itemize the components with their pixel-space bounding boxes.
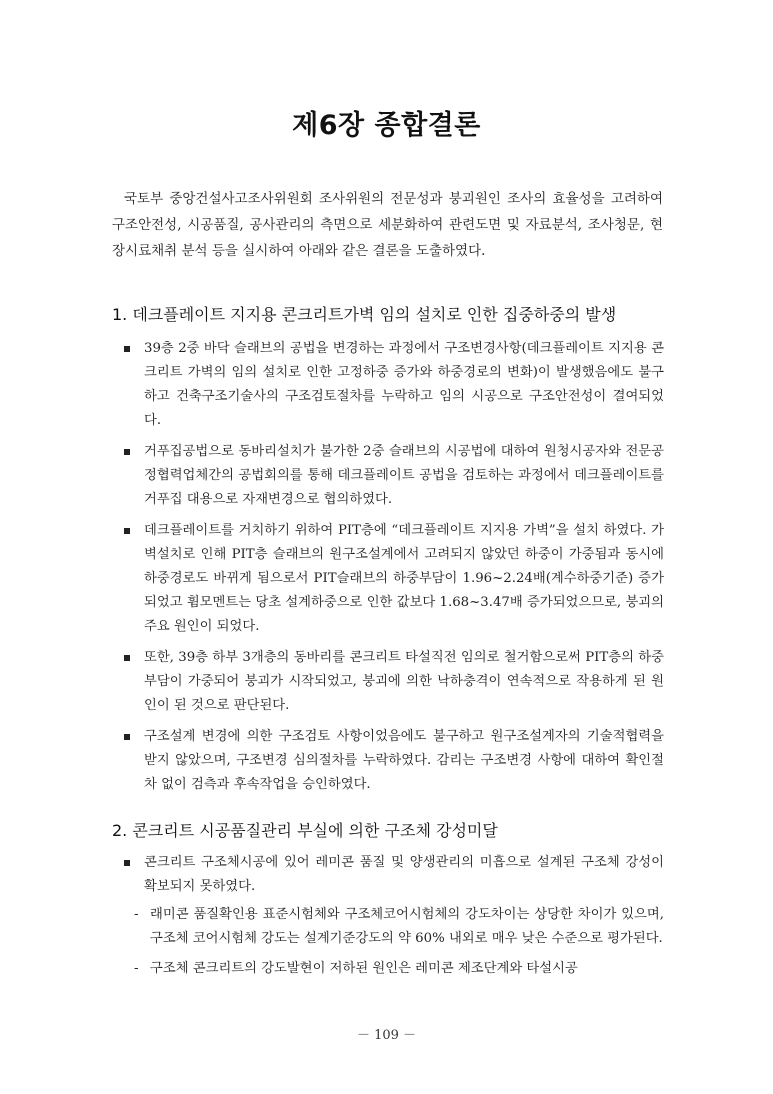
square-bullet-icon	[124, 734, 130, 740]
page-title: 제6장 종합결론	[292, 110, 481, 141]
section-2-list	[124, 851, 664, 906]
sub-list-item	[134, 903, 664, 951]
square-bullet-icon	[124, 528, 130, 534]
list-item-text: 거푸집공법으로 동바리설치가 불가한 2중 슬래브의 시공법에 대하여 원청시공자와 전문공정협력업체간의 공법회의를 통해 데크플레이트 공법을 검토하는 과정에서 데크플레이트를 거푸집 대용으로 자재변경으로 협의하였다.	[144, 444, 664, 507]
list-item-text: 또한, 39층 하부 3개층의 동바리를 콘크리트 타설직전 임의로 철거함으로써 PIT층의 하중 부담이 가중되어 붕괴가 시작되었고, 붕괴에 의한 낙하충격이 연속적으로 작용하게 된 원인이 된 것으로 판단된다.	[144, 650, 664, 713]
page-number: － 109 －	[356, 1028, 417, 1043]
list-item-text: 구조설계 변경에 의한 구조검토 사항이었음에도 불구하고 원구조설계자의 기술적협력을 받지 않았으며, 구조변경 심의절차를 누락하였다. 감리는 구조변경 사항에 대하여 확인절차 없이 검측과 후속작업을 승인하였다.	[144, 729, 664, 792]
list-item	[124, 646, 664, 718]
sub-list-item-text: 래미콘 품질확인용 표준시험체와 구조체코어시험체의 강도차이는 상당한 차이가 있으며, 구조체 코어시험체 강도는 설계기준강도의 약 60% 내외로 매우 낮은 수준으로 평가된다.	[150, 907, 664, 946]
section-2-heading: 2. 콘크리트 시공품질관리 부실에 의한 구조체 강성미달	[112, 821, 498, 840]
dash-bullet-icon: -	[134, 907, 139, 922]
list-item	[124, 725, 664, 797]
intro-text: 국토부 중앙건설사고조사위원회 조사위원의 전문성과 붕괴원인 조사의 효율성을 고려하여 구조안전성, 시공품질, 공사관리의 측면으로 세분화하여 관련도면 및 자료분석, 조사청문, 현장시료채취 분석 등을 실시하여 아래와 같은 결론을 도출하였다.	[112, 191, 663, 259]
list-item	[124, 440, 664, 512]
square-bullet-icon	[124, 860, 130, 866]
intro-paragraph	[112, 186, 663, 264]
list-item-text: 39층 2중 바닥 슬래브의 공법을 변경하는 과정에서 구조변경사항(데크플레이트 지지용 콘크리트 가벽의 임의 설치로 인한 고정하중 증가와 하중경로의 변화)이 발생했음에도 불구하고 건축구조기술사의 구조검토절차를 누락하고 임의 시공으로 구조안전성이 결여되었다.	[144, 341, 664, 428]
square-bullet-icon	[124, 655, 130, 661]
list-item	[124, 337, 664, 433]
sub-list-item-text: 구조체 콘크리트의 강도발현이 저하된 원인은 레미콘 제조단계와 타설시공	[150, 961, 578, 976]
section-1-heading: 1. 데크플레이트 지지용 콘크리트가벽 임의 설치로 인한 집중하중의 발생	[112, 305, 617, 324]
list-item-text: 콘크리트 구조체시공에 있어 레미콘 품질 및 양생관리의 미흡으로 설계된 구조체 강성이 확보되지 못하였다.	[144, 855, 664, 894]
square-bullet-icon	[124, 346, 130, 352]
section-2-sublist	[134, 903, 664, 987]
dash-bullet-icon: -	[134, 961, 139, 976]
square-bullet-icon	[124, 449, 130, 455]
section-1-list	[124, 337, 664, 804]
list-item-text: 데크플레이트를 거치하기 위하여 PIT층에 “데크플레이트 지지용 가벽”을 설치 하였다. 가벽설치로 인해 PIT층 슬래브의 원구조설계에서 고려되지 않았던 하중이 가중됨과 동시에 하중경로도 바뀌게 됨으로서 PIT슬래브의 하중부담이 1.96~2.24배(계수하중기준) 증가되었고 휨모멘트는 당초 설계하중으로 인한 값보다 1.68~3.47배 증가되었으므로, 붕괴의 주요 원인이 되었다.	[144, 523, 664, 634]
list-item	[124, 519, 664, 639]
sub-list-item	[134, 957, 664, 981]
list-item	[124, 851, 664, 899]
